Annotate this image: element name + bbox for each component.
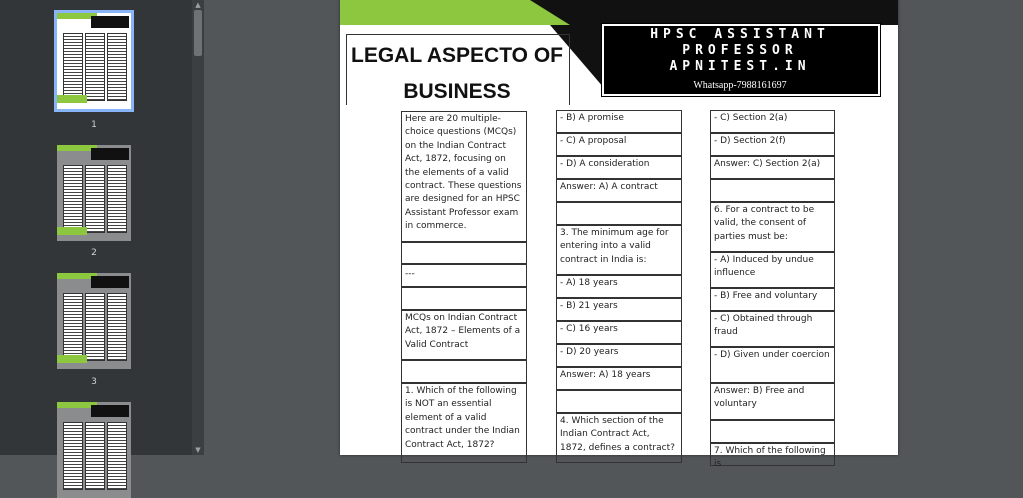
- content-cell: Answer: A) A contract: [556, 179, 682, 202]
- page-thumbnail-4[interactable]: [57, 402, 131, 498]
- content-cell: [401, 360, 527, 383]
- thumbnail-sidebar: [0, 0, 192, 455]
- brand-line-3: APNITEST.IN: [669, 59, 811, 74]
- content-cell: - C) A proposal: [556, 133, 682, 156]
- thumb-column: [85, 33, 105, 101]
- content-cell: - D) Section 2(f): [710, 133, 835, 156]
- content-cell: [556, 202, 682, 225]
- thumb-column: [63, 165, 83, 233]
- black-header-band: [530, 0, 898, 25]
- content-cell: [710, 179, 835, 202]
- whatsapp-contact: Whatsapp-7988161697: [693, 80, 787, 91]
- content-cell: [556, 390, 682, 413]
- content-cell: - A) Induced by undue influence: [710, 252, 835, 288]
- page-number-label: 1: [91, 120, 97, 130]
- page-number-label: 2: [91, 248, 97, 258]
- page-thumbnail-2[interactable]: [57, 145, 131, 241]
- thumb-column: [85, 293, 105, 361]
- content-cell: MCQs on Indian Contract Act, 1872 – Elements of a Valid Contract: [401, 310, 527, 360]
- content-cell: 7. Which of the following is: [710, 443, 835, 466]
- thumb-green-footer: [57, 227, 87, 235]
- brand-line-1: HPSC ASSISTANT: [650, 27, 830, 42]
- content-cell: 6. For a contract to be valid, the consent of parties must be:: [710, 202, 835, 252]
- content-cell: Here are 20 multiple-choice questions (MCQs) on the Indian Contract Act, 1872, focusing on the elements of a valid contract. These questions are designed for an HPSC Assistant Professor exam in commerce.: [401, 111, 527, 242]
- content-cell: - A) 18 years: [556, 275, 682, 298]
- thumb-header: [91, 16, 129, 28]
- content-cell: - D) A consideration: [556, 156, 682, 179]
- thumb-green-footer: [57, 95, 87, 103]
- document-page: [340, 0, 898, 470]
- content-cell: 3. The minimum age for entering into a valid contract in India is:: [556, 225, 682, 275]
- scrollbar-thumb[interactable]: [194, 10, 202, 56]
- content-cell: 4. Which section of the Indian Contract Act, 1872, defines a contract?: [556, 413, 682, 463]
- thumb-green-footer: [57, 355, 87, 363]
- page-thumbnail-3[interactable]: [57, 273, 131, 369]
- content-cell: [401, 242, 527, 264]
- page-title: [350, 38, 564, 110]
- page-thumbnail-1[interactable]: [57, 13, 131, 109]
- content-cell: [401, 287, 527, 310]
- thumb-column: [63, 422, 83, 490]
- content-cell: ---: [401, 264, 527, 287]
- content-cell: - B) A promise: [556, 110, 682, 133]
- scroll-up-arrow-icon[interactable]: ▲: [195, 1, 201, 9]
- sidebar-scrollbar[interactable]: [192, 0, 204, 455]
- thumb-column: [107, 293, 127, 361]
- scroll-down-arrow-icon[interactable]: ▼: [195, 446, 201, 454]
- content-cell: - D) Given under coercion: [710, 347, 835, 383]
- content-cell: - C) Section 2(a): [710, 110, 835, 133]
- content-cell: - C) Obtained through fraud: [710, 311, 835, 347]
- thumb-header: [91, 276, 129, 288]
- thumb-header: [91, 148, 129, 160]
- title-line-1: LEGAL ASPECTO OF: [351, 44, 563, 67]
- thumb-column: [63, 33, 83, 101]
- page-number-label: 3: [91, 377, 97, 387]
- thumb-column: [107, 33, 127, 101]
- content-cell: Answer: C) Section 2(a): [710, 156, 835, 179]
- thumb-header: [91, 405, 129, 417]
- title-line-2: BUSINESS: [403, 80, 511, 103]
- thumb-column: [85, 422, 105, 490]
- content-cell: - B) 21 years: [556, 298, 682, 321]
- thumb-column: [107, 422, 127, 490]
- thumb-column: [85, 165, 105, 233]
- content-cell: [710, 420, 835, 443]
- content-cell: - D) 20 years: [556, 344, 682, 367]
- brand-name: [602, 27, 878, 75]
- content-cell: Answer: A) 18 years: [556, 367, 682, 390]
- content-cell: - C) 16 years: [556, 321, 682, 344]
- brand-line-2: PROFESSOR: [682, 43, 798, 58]
- content-cell: - B) Free and voluntary: [710, 288, 835, 311]
- thumb-column: [107, 165, 127, 233]
- thumb-column: [63, 293, 83, 361]
- content-cell: Answer: B) Free and voluntary: [710, 383, 835, 420]
- content-cell: 1. Which of the following is NOT an essential element of a valid contract under the Indian Contract Act, 1872?: [401, 383, 527, 463]
